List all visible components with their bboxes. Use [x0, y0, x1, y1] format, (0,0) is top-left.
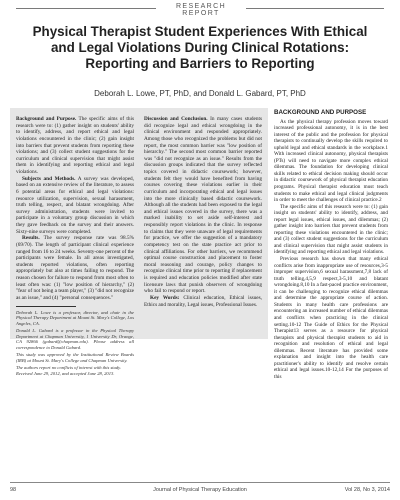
- article-title: Physical Therapist Student Experiences With Ethical and Legal Violations During Clinical Rotations: Reporting and Barriers to Reporting: [32, 24, 368, 71]
- footnote-irb: This study was approved by the Institutional Review Boards (IRB) at Mount St. Mary's College and Chapman University.: [16, 352, 134, 363]
- body-paragraph-1: As the physical therapy profession moves toward increased professional autonomy, it is in the best interest of the public and the profession for physical therapists to continually develop the skills required to uphold legal and ethical standards in the workplace.1 With increased clinical autonomy, physical therapists (PTs) will need to navigate more complex ethical dilemmas. The foundation for developing clinical skills related to ethical decision making should occur in didactic coursework of physical therapist education programs. Physical therapist education must teach students to make ethical and legal clinical judgments in order to meet the challenges of clinical practice.2: [274, 118, 388, 204]
- footnote-gabard: Donald L. Gabard is a professor in the Physical Therapy Department at Chapman University, 1 University Dr, Orange, CA 92866 (gabard@chapman.edu). Please address all correspondence to Donald Gabard.: [16, 327, 134, 351]
- abstract-column-1: [16, 116, 134, 377]
- page-footer: [0, 482, 400, 496]
- body-column: [274, 108, 388, 380]
- footer-rule: [10, 482, 390, 483]
- discussion-text: In many cases students did recognize legal and ethical wrongdoing in the clinical environment and responded appropriately. Among those who recognized the problems but did not report, the most common barrier was "low position of hierarchy." The second most common barrier reported was "did not recognize as an issue." Results from the discussion groups indicated that the survey reflected topics covered in didactic coursework; however, students felt they would have benefited from having courses covering these violations earlier in their curriculum and incorporating ethical and legal issues into the more clinically based didactic coursework. Although all the students had been exposed to the legal and ethical issues covered in the survey, there was a marked inability to set aside self-interest and responsibly report violations in the clinic. In response to claims that they were unaware of legal requirements for practice, we offer the suggestion of a mandatory competency test on the state practice act prior to clinical affiliations. For other barriers, we recommend optimal course construction and placement to foster moral reasoning and courage, policy changes to recognize clinical time prior to reporting if replacement is required and education policies modified after state licensure laws that punish observers of wrongdoing who fail to respond or report.: [144, 116, 262, 295]
- section-heading: BACKGROUND AND PURPOSE: [274, 109, 367, 116]
- results-text: The survey response rate was 98.5% (69/70). The length of participant clinical experience ranged from 16 to 24 weeks. Seventy-one percent of the participants were female. In all areas investigated, students reported violations, often reporting appropriately but also at times failing to respond. The reason chosen for failure to respond from most often to least often was: (1) "low position of hierarchy," (2) "fear of not being a team player," (3) "did not recognize as an issue," and (4) "personal consequences.": [16, 235, 134, 301]
- volume-info: Vol 28, No 3, 2014: [344, 487, 390, 493]
- abstract-subjects: [16, 176, 134, 236]
- subjects-text: A survey was developed, based on an extensive review of the literature, to assess 6 potential areas for ethical and legal violations: resource utilization, supervision, sexual harassment, truth telling, respect, and blatant wrongdoing. After survey administration, students were invited to participate in a voluntary group discussion in which they gave feedback on the survey and their answers. Sixty-nine surveys were completed.: [16, 175, 134, 235]
- section-label: RESEARCH REPORT: [175, 3, 227, 17]
- running-header: [0, 0, 400, 18]
- journal-name: Journal of Physical Therapy Education: [153, 487, 247, 493]
- abstract-keywords: [144, 295, 262, 308]
- results-label: Results.: [22, 235, 40, 242]
- body-paragraph-3: Previous research has shown that many ethical conflicts arise from inappropriate use of resources,3-5 improper supervision,6 sexual harassment,7,8 lack of truth telling,4,5,9 respect,3-5,10 and blatant wrongdoing.8,10 In a fast-paced practice environment, it can be challenging to recognize ethical dilemmas and determine the appropriate course of action. Students in many health care professions are encountering an increased number of ethical dilemmas and conflicts when practicing in the clinical setting.10-12 The Guide of Ethics for the Physical Therapist13 serves as a resource for physical therapists and physical therapist students to aid in recognition and resolution of ethical and legal dilemmas. Recent literature has provided some explanation and insight into the health care practitioner's ability to identify and resolve certain ethical and legal issues.10-12,14 For the purposes of this: [274, 256, 388, 380]
- header-rule-left: [16, 8, 156, 9]
- footnote-dates: Received June 29, 2012, and accepted June 28, 2013.: [16, 371, 115, 377]
- footnote-separator: [16, 306, 76, 307]
- body-paragraph-2: The specific aims of this research were to: (1) gain insight on students' ability to identify, address, and report legal issues, ethical issues, and dilemmas; (2) gather insight into barriers that prevent students from reporting these violations encountered in the clinic; and (3) collect student suggestions for the curriculum and clinical supervision that might assist students in identifying and reporting ethical and legal violations.: [274, 203, 388, 256]
- keywords-label: Key Words:: [150, 294, 180, 301]
- page-number: 98: [10, 487, 17, 493]
- header-rule-right: [246, 8, 384, 9]
- footnote-coi: The authors report no conflicts of interest with this study.: [16, 364, 122, 370]
- footnote-lowe: Deborah L. Lowe is a professor, director, and chair in the Physical Therapy Department at Mount St. Mary's College, Los Angeles, CA.: [16, 309, 134, 327]
- subjects-label: Subjects and Methods.: [22, 175, 76, 182]
- discussion-label: Discussion and Conclusion.: [144, 116, 208, 122]
- background-label: Background and Purpose.: [16, 116, 77, 122]
- abstract-results: [16, 235, 134, 301]
- abstract-discussion: [144, 116, 262, 295]
- abstract-column-2: [144, 116, 262, 308]
- article-authors: Deborah L. Lowe, PT, PhD, and Donald L. Gabard, PT, PhD: [94, 89, 306, 98]
- background-text: The specific aims of this research were to: (1) gather insight on students' ability to identify, address, and report ethical and legal violations encountered in the clinic; (2) gain insight into barriers that prevent students from reporting these violations; and (3) collect student suggestions for the curriculum and clinical supervision that might assist them in identifying and reporting ethical and legal violations.: [16, 116, 135, 175]
- keywords-text: Clinical education, Ethical issues, Ethics and morality, Legal issues, Professional Issues.: [144, 294, 262, 308]
- abstract-background: [16, 116, 134, 176]
